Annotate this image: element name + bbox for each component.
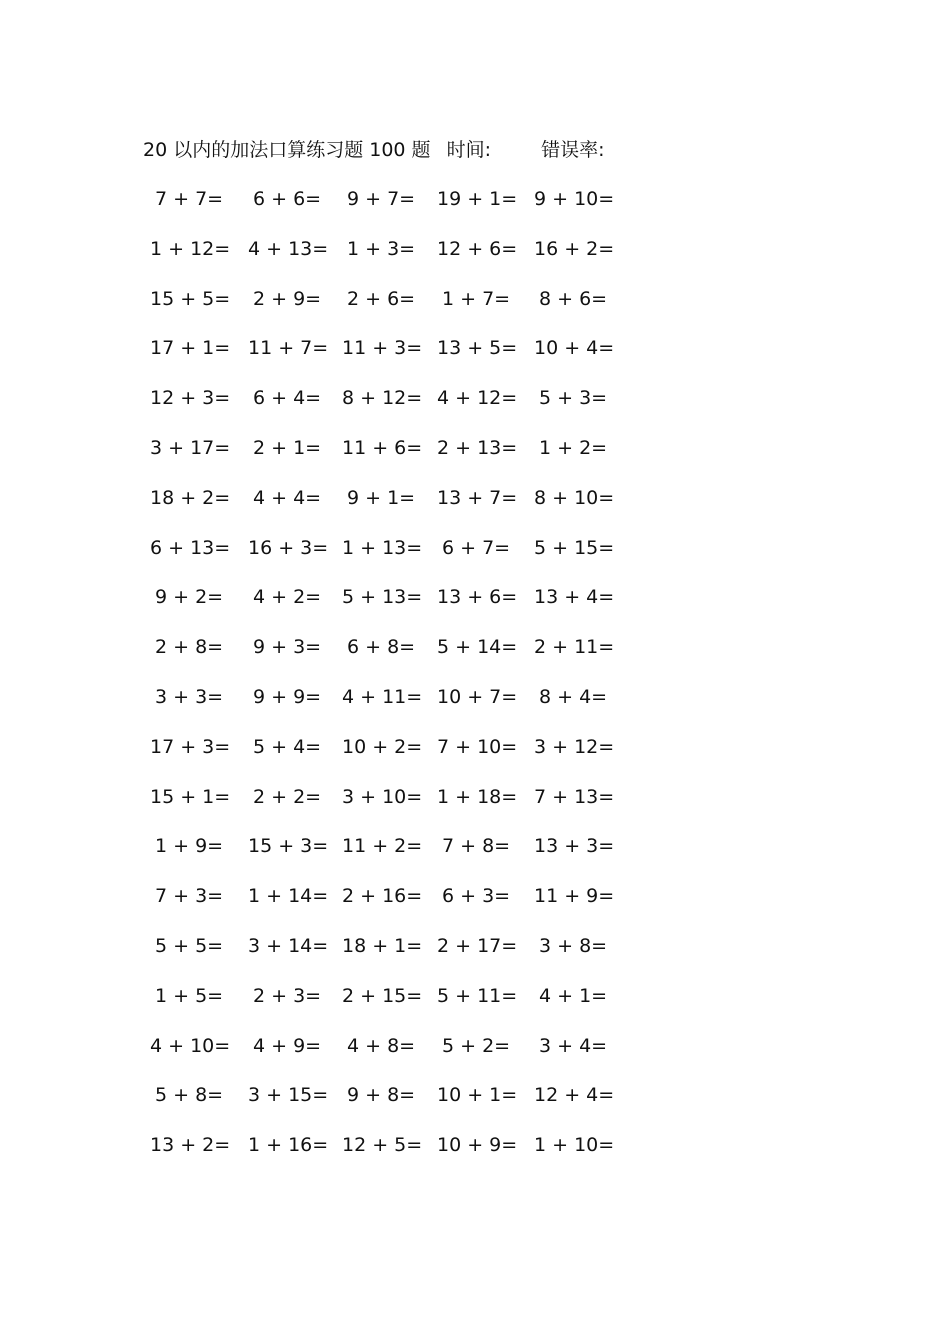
problem-item: 1 + 14= — [248, 885, 329, 908]
problem-item: 19 + 1= — [437, 188, 518, 210]
problem-row — [150, 583, 630, 633]
problem-item: 3 + 14= — [248, 934, 329, 957]
problem-item: 13 + 4= — [534, 586, 615, 609]
problem-item: 5 + 3= — [539, 387, 608, 410]
problem-item: 11 + 2= — [342, 835, 423, 858]
problem-item: 11 + 7= — [248, 337, 329, 360]
problem-item: 1 + 12= — [150, 237, 231, 260]
problem-item: 11 + 6= — [342, 436, 423, 459]
problem-item: 1 + 7= — [442, 287, 511, 310]
problem-item: 12 + 4= — [534, 1084, 615, 1107]
problem-item: 4 + 2= — [253, 586, 322, 609]
problem-item: 15 + 1= — [150, 785, 231, 808]
problem-item: 1 + 18= — [437, 785, 518, 808]
problem-item: 7 + 13= — [534, 785, 615, 808]
problem-item: 7 + 7= — [155, 188, 224, 210]
problem-item: 12 + 6= — [437, 237, 518, 260]
problem-item: 13 + 2= — [150, 1134, 231, 1157]
problem-item: 9 + 8= — [347, 1084, 416, 1107]
problem-item: 7 + 10= — [437, 735, 518, 758]
problem-item: 2 + 16= — [342, 885, 423, 908]
worksheet-title: 20 以内的加法口算练习题 100 题 — [143, 139, 431, 161]
problem-item: 13 + 3= — [534, 835, 615, 858]
problem-item: 10 + 9= — [437, 1134, 518, 1157]
problem-item: 5 + 13= — [342, 586, 423, 609]
problem-item: 1 + 5= — [155, 984, 224, 1007]
error-rate-label: 错误率: — [541, 139, 605, 161]
problem-item: 2 + 15= — [342, 984, 423, 1007]
problem-item: 4 + 11= — [342, 685, 423, 708]
problem-row — [150, 1131, 630, 1181]
problem-row — [150, 932, 630, 982]
problem-item: 1 + 13= — [342, 536, 423, 559]
problem-item: 9 + 7= — [347, 188, 416, 210]
problem-item: 1 + 10= — [534, 1134, 615, 1157]
problem-item: 3 + 8= — [539, 934, 608, 957]
problem-item: 9 + 10= — [534, 188, 615, 210]
problem-item: 4 + 4= — [253, 486, 322, 509]
problem-item: 3 + 15= — [248, 1084, 329, 1107]
problem-row — [150, 683, 630, 733]
problem-item: 1 + 2= — [539, 436, 608, 459]
time-label: 时间: — [446, 139, 492, 161]
problem-item: 9 + 9= — [253, 685, 322, 708]
problem-item: 3 + 10= — [342, 785, 423, 808]
problem-item: 8 + 12= — [342, 387, 423, 410]
problem-row — [150, 882, 630, 932]
problem-item: 5 + 4= — [253, 735, 322, 758]
problem-item: 4 + 13= — [248, 237, 329, 260]
problem-item: 13 + 6= — [437, 586, 518, 609]
problem-item: 7 + 3= — [155, 885, 224, 908]
problem-item: 1 + 16= — [248, 1134, 329, 1157]
problem-row — [150, 783, 630, 833]
problem-item: 7 + 8= — [442, 835, 511, 858]
problem-item: 10 + 7= — [437, 685, 518, 708]
problem-item: 13 + 7= — [437, 486, 518, 509]
problem-item: 2 + 1= — [253, 436, 322, 459]
problem-row — [150, 235, 630, 285]
problem-item: 17 + 3= — [150, 735, 231, 758]
problem-item: 6 + 7= — [442, 536, 511, 559]
problem-item: 2 + 8= — [155, 636, 224, 659]
problem-item: 4 + 8= — [347, 1034, 416, 1057]
problem-row — [150, 334, 630, 384]
problem-grid — [150, 185, 630, 1181]
problem-item: 9 + 1= — [347, 486, 416, 509]
problem-item: 5 + 2= — [442, 1034, 511, 1057]
problem-item: 11 + 9= — [534, 885, 615, 908]
problem-item: 5 + 11= — [437, 984, 518, 1007]
problem-item: 16 + 3= — [248, 536, 329, 559]
problem-item: 6 + 8= — [347, 636, 416, 659]
problem-item: 17 + 1= — [150, 337, 231, 360]
problem-item: 3 + 3= — [155, 685, 224, 708]
problem-item: 6 + 6= — [253, 188, 322, 210]
problem-item: 4 + 9= — [253, 1034, 322, 1057]
problem-item: 16 + 2= — [534, 237, 615, 260]
problem-item: 2 + 13= — [437, 436, 518, 459]
problem-item: 2 + 2= — [253, 785, 322, 808]
problem-row — [150, 434, 630, 484]
problem-item: 18 + 1= — [342, 934, 423, 957]
problem-item: 18 + 2= — [150, 486, 231, 509]
problem-row — [150, 832, 630, 882]
problem-row — [150, 1081, 630, 1131]
problem-item: 4 + 1= — [539, 984, 608, 1007]
problem-item: 9 + 3= — [253, 636, 322, 659]
problem-item: 6 + 3= — [442, 885, 511, 908]
problem-item: 8 + 4= — [539, 685, 608, 708]
problem-row — [150, 285, 630, 335]
problem-item: 6 + 13= — [150, 536, 231, 559]
problem-item: 3 + 17= — [150, 436, 231, 459]
problem-item: 8 + 10= — [534, 486, 615, 509]
problem-row — [150, 384, 630, 434]
problem-item: 10 + 1= — [437, 1084, 518, 1107]
problem-item: 12 + 3= — [150, 387, 231, 410]
problem-row — [150, 1032, 630, 1082]
problem-item: 1 + 3= — [347, 237, 416, 260]
problem-item: 12 + 5= — [342, 1134, 423, 1157]
problem-item: 5 + 14= — [437, 636, 518, 659]
problem-item: 1 + 9= — [155, 835, 224, 858]
problem-item: 10 + 4= — [534, 337, 615, 360]
problem-item: 10 + 2= — [342, 735, 423, 758]
worksheet-header — [143, 136, 604, 164]
problem-row — [150, 982, 630, 1032]
problem-row — [150, 534, 630, 584]
problem-item: 6 + 4= — [253, 387, 322, 410]
problem-item: 3 + 12= — [534, 735, 615, 758]
problem-item: 5 + 15= — [534, 536, 615, 559]
problem-item: 2 + 11= — [534, 636, 615, 659]
problem-row — [150, 185, 630, 235]
problem-item: 5 + 5= — [155, 934, 224, 957]
problem-item: 3 + 4= — [539, 1034, 608, 1057]
problem-item: 5 + 8= — [155, 1084, 224, 1107]
problem-item: 9 + 2= — [155, 586, 224, 609]
problem-item: 2 + 17= — [437, 934, 518, 957]
problem-item: 13 + 5= — [437, 337, 518, 360]
problem-item: 2 + 9= — [253, 287, 322, 310]
problem-row — [150, 633, 630, 683]
problem-item: 11 + 3= — [342, 337, 423, 360]
problem-item: 4 + 10= — [150, 1034, 231, 1057]
problem-item: 15 + 5= — [150, 287, 231, 310]
problem-item: 4 + 12= — [437, 387, 518, 410]
problem-row — [150, 733, 630, 783]
problem-item: 8 + 6= — [539, 287, 608, 310]
problem-item: 2 + 6= — [347, 287, 416, 310]
problem-item: 15 + 3= — [248, 835, 329, 858]
problem-row — [150, 484, 630, 534]
problem-item: 2 + 3= — [253, 984, 322, 1007]
